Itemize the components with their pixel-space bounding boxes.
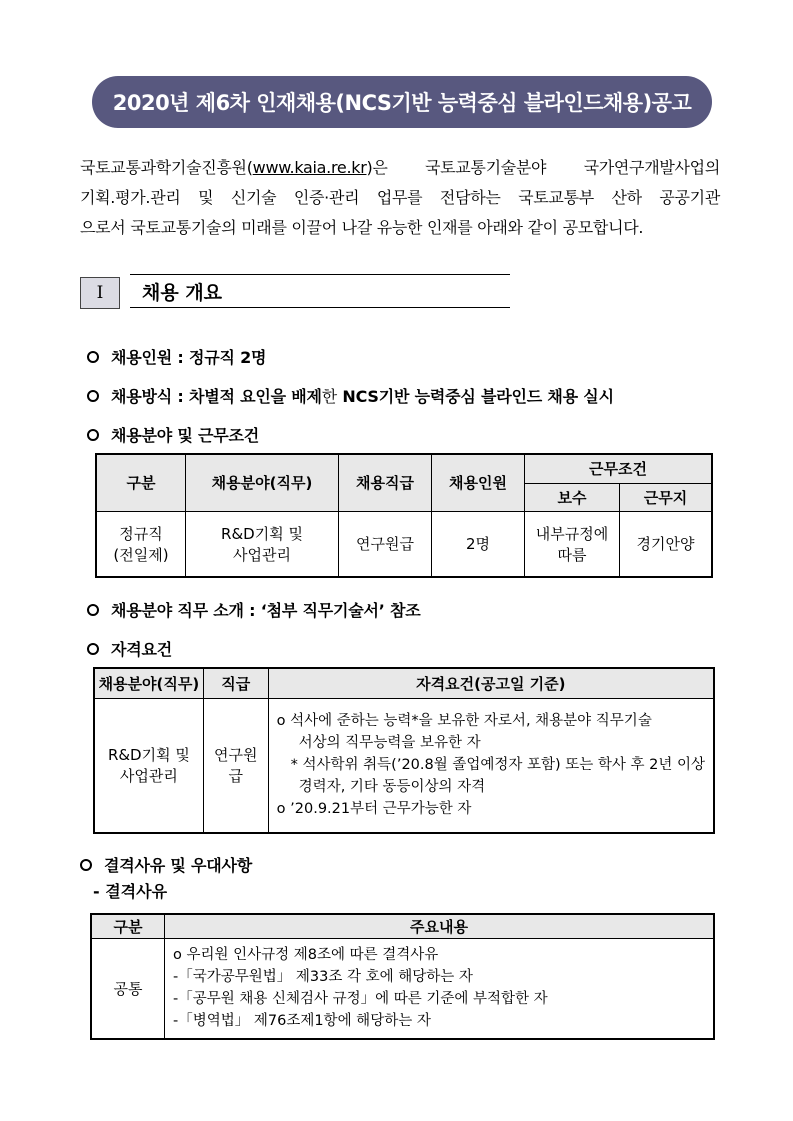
header-condition: 근무조건 xyxy=(525,454,713,483)
circle-bullet-icon xyxy=(80,859,92,871)
section-number: Ⅰ xyxy=(80,277,120,309)
section-title: 채용 개요 xyxy=(130,274,510,308)
header-grade: 직급 xyxy=(203,668,268,698)
hiring-table xyxy=(95,453,713,578)
cell-grade: 연구원 급 xyxy=(203,698,268,833)
circle-bullet-icon xyxy=(87,643,99,655)
header-content: 주요내용 xyxy=(165,914,715,938)
header-requirements: 자격요건(공고일 기준) xyxy=(268,668,714,698)
cell-content: ο 우리원 인사규정 제8조에 따른 결격사유 -「국가공무원법」 제33조 각 호에 해당하는 자 -「공무원 채용 신체검사 규정」에 따른 기준에 부적합한 자 -「병역법」 제76조제1항에 해당하는 자 xyxy=(165,938,715,1039)
cell-field: R&D기획 및 사업관리 xyxy=(186,511,339,577)
subheading-disqualification: - 결격사유 xyxy=(93,882,168,901)
table-row xyxy=(94,698,714,833)
table-row xyxy=(91,938,714,1039)
bullet-qualification: 자격요건 xyxy=(87,637,172,660)
header-field: 채용분야(직무) xyxy=(186,454,339,511)
header-count: 채용인원 xyxy=(432,454,525,511)
qualification-table xyxy=(93,667,715,834)
cell-count: 2명 xyxy=(432,511,525,577)
cell-location: 경기안양 xyxy=(620,511,713,577)
circle-bullet-icon xyxy=(87,390,99,402)
intro-line-3: 으로서 국토교통기술의 미래를 이끌어 나갈 유능한 인재를 아래와 같이 공모합니다. xyxy=(80,218,644,237)
header-location: 근무지 xyxy=(620,483,713,511)
bullet-hire-field: 채용분야 및 근무조건 xyxy=(87,423,259,446)
intro-line-1: 국토교통과학기술진흥원(www.kaia.re.kr)은 국토교통기술분야 국가연구개발사업의 xyxy=(80,158,720,177)
header-pay: 보수 xyxy=(525,483,620,511)
circle-bullet-icon xyxy=(87,604,99,616)
cell-pay: 내부규정에 따름 xyxy=(525,511,620,577)
circle-bullet-icon xyxy=(87,429,99,441)
cell-field: R&D기획 및 사업관리 xyxy=(94,698,203,833)
bullet-job-intro: 채용분야 직무 소개 : ‘첨부 직무기술서’ 참조 xyxy=(87,598,421,621)
cell-type: 공통 xyxy=(91,938,165,1039)
cell-grade: 연구원급 xyxy=(339,511,432,577)
intro-paragraph xyxy=(80,153,720,243)
header-grade: 채용직급 xyxy=(339,454,432,511)
bullet-hire-method: 채용방식 : 차별적 요인을 배제한 NCS기반 능력중심 블라인드 채용 실시 xyxy=(87,384,614,407)
intro-line-2: 기획.평가.관리 및 신기술 인증·관리 업무를 전담하는 국토교통부 산하 공공기관 xyxy=(80,188,720,207)
header-type: 구분 xyxy=(91,914,165,938)
bullet-hire-count: 채용인원 : 정규직 2명 xyxy=(87,345,266,368)
table-row xyxy=(96,511,712,577)
bullet-disqualification: 결격사유 및 우대사항 xyxy=(80,853,252,876)
header-type: 구분 xyxy=(96,454,186,511)
cell-type: 정규직 (전일제) xyxy=(96,511,186,577)
cell-requirements: ο 석사에 준하는 능력*을 보유한 자로서, 채용분야 직무기술 서상의 직무능력을 보유한 자 * 석사학위 취득(’20.8월 졸업예정자 포함) 또는 학사 후 2년 이상 경력자, 기타 동등이상의 자격 ο ’20.9.21부터 근무가능한 자 xyxy=(268,698,714,833)
disqualification-table xyxy=(90,913,715,1040)
page-title: 2020년 제6차 인재채용(NCS기반 능력중심 블라인드채용)공고 xyxy=(92,76,712,128)
circle-bullet-icon xyxy=(87,351,99,363)
header-field: 채용분야(직무) xyxy=(94,668,203,698)
website-link[interactable]: www.kaia.re.kr xyxy=(252,158,367,177)
